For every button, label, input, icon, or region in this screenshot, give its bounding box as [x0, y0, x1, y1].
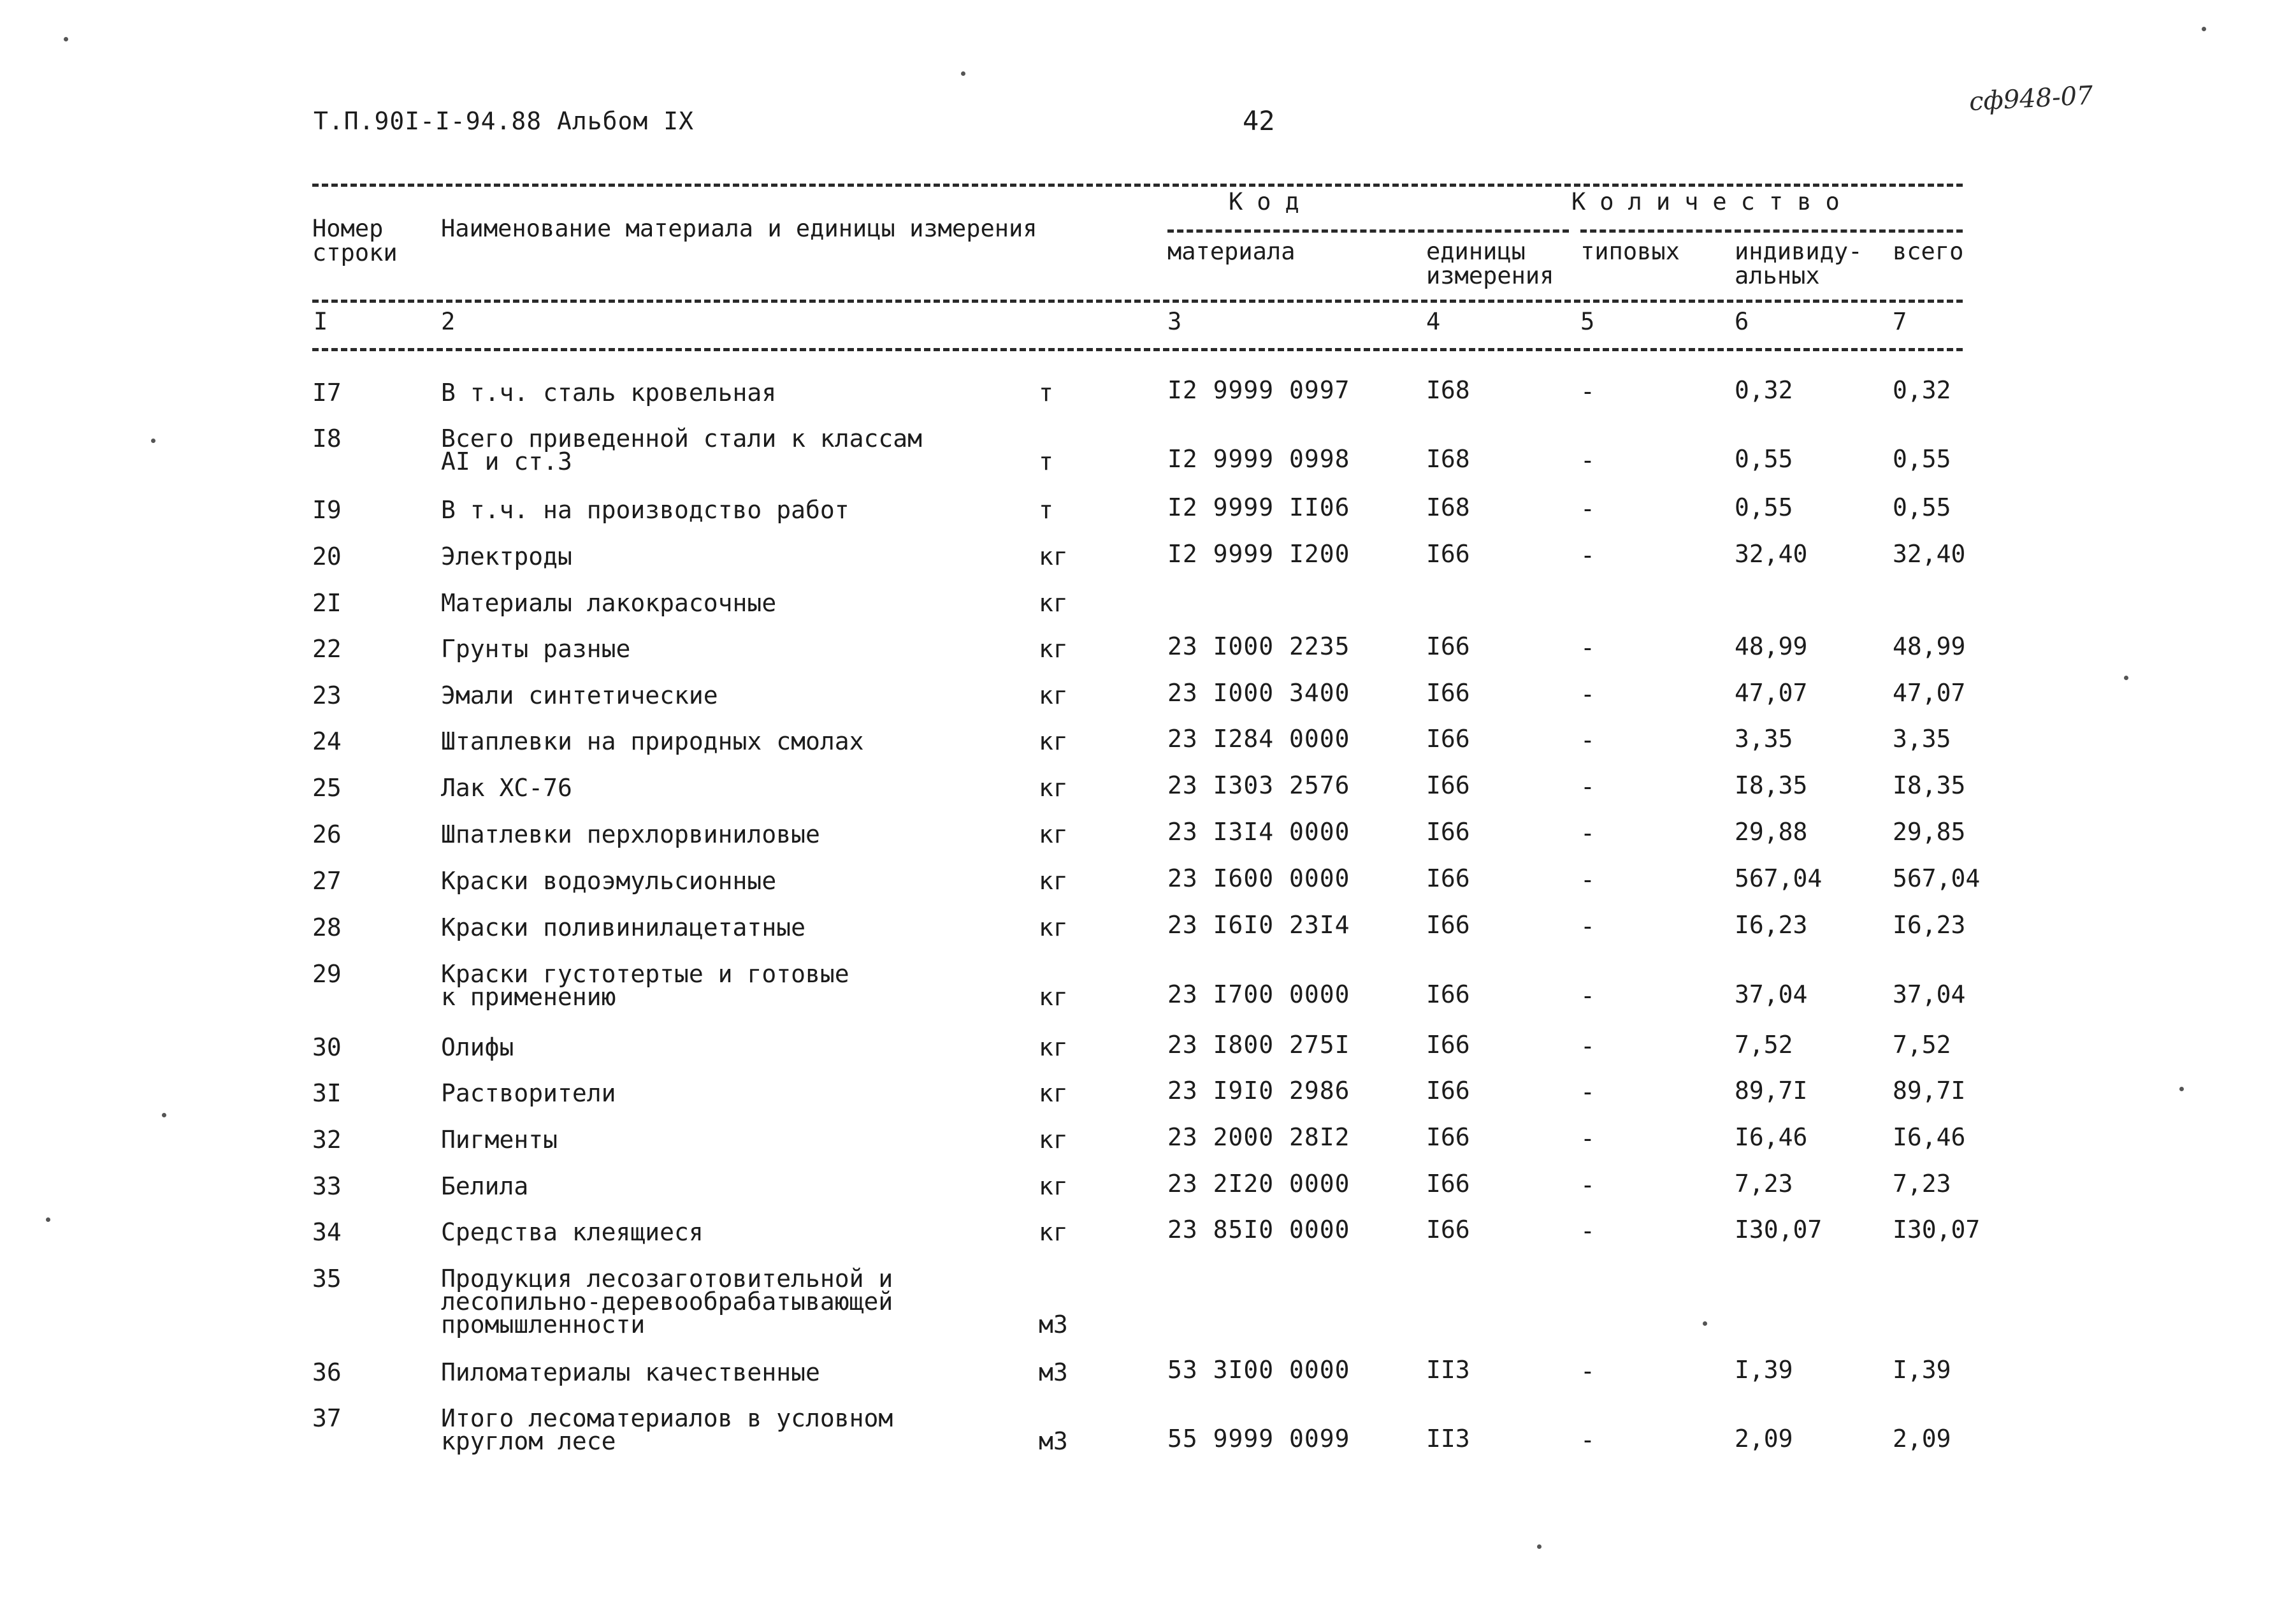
col-number-1: I	[314, 308, 328, 335]
row-number: 34	[312, 1218, 342, 1246]
col-number-6: 6	[1735, 308, 1749, 335]
individual-qty: I30,07	[1735, 1216, 1823, 1244]
scan-speck	[961, 71, 965, 76]
typical-qty: -	[1580, 912, 1595, 940]
row-number: 22	[312, 635, 342, 663]
material-code: I2 9999 0998	[1167, 445, 1350, 473]
individual-qty: 29,88	[1735, 818, 1808, 846]
unit: кг	[1039, 1172, 1068, 1200]
individual-qty: 7,52	[1735, 1031, 1793, 1059]
total-qty: 32,40	[1893, 540, 1966, 568]
material-code: 55 9999 0099	[1167, 1425, 1350, 1453]
unit: кг	[1039, 727, 1068, 755]
individual-qty: 0,55	[1735, 493, 1793, 521]
scan-speck	[2124, 676, 2128, 680]
total-qty: 0,55	[1893, 445, 1951, 473]
row-number: 27	[312, 867, 342, 895]
total-qty: 48,99	[1893, 632, 1966, 660]
row-number: 32	[312, 1126, 342, 1154]
material-name: Средства клеящиеся	[441, 1218, 704, 1246]
individual-qty: 567,04	[1735, 864, 1823, 892]
unit-code: I66	[1426, 911, 1470, 939]
typical-qty: -	[1580, 1426, 1595, 1454]
scan-speck	[64, 37, 68, 41]
total-qty: I30,07	[1893, 1216, 1981, 1244]
unit-code: I66	[1426, 1123, 1470, 1151]
quantity-group-rule	[1580, 229, 1963, 233]
individual-qty: I8,35	[1735, 771, 1808, 799]
material-code: 23 I6I0 23I4	[1167, 911, 1350, 939]
unit: кг	[1039, 867, 1068, 895]
individual-qty: I,39	[1735, 1356, 1793, 1384]
header-top-rule	[312, 184, 1963, 187]
unit-code: I66	[1426, 818, 1470, 846]
total-qty: 3,35	[1893, 725, 1951, 753]
material-name: Пиломатериалы качественные	[441, 1358, 820, 1386]
row-number: I9	[312, 496, 342, 524]
material-name: Краски поливинилацетатные	[441, 913, 805, 941]
individual-qty: I6,23	[1735, 911, 1808, 939]
typical-qty: -	[1580, 726, 1595, 754]
individual-qty: 2,09	[1735, 1425, 1793, 1453]
unit: кг	[1039, 774, 1068, 802]
individual-qty: I6,46	[1735, 1123, 1808, 1151]
scan-speck	[151, 439, 155, 443]
col-header-typical: типовых	[1580, 238, 1680, 265]
unit-code: I66	[1426, 864, 1470, 892]
material-code: 23 I3I4 0000	[1167, 818, 1350, 846]
total-qty: 2,09	[1893, 1425, 1951, 1453]
row-number: 33	[312, 1172, 342, 1200]
typical-qty: -	[1580, 634, 1595, 662]
header-bottom-rule	[312, 300, 1963, 303]
material-name: Грунты разные	[441, 635, 631, 663]
total-qty: I8,35	[1893, 771, 1966, 799]
col-number-7: 7	[1893, 308, 1907, 335]
individual-qty: 48,99	[1735, 632, 1808, 660]
typical-qty: -	[1580, 773, 1595, 801]
material-name: Шпатлевки перхлорвиниловые	[441, 820, 820, 848]
individual-qty: 47,07	[1735, 679, 1808, 707]
col-number-2: 2	[441, 308, 456, 335]
material-code: 23 2I20 0000	[1167, 1170, 1350, 1198]
material-code: 23 2000 28I2	[1167, 1123, 1350, 1151]
material-name: Эмали синтетические	[441, 681, 718, 709]
unit-code: I66	[1426, 1077, 1470, 1105]
row-number: 20	[312, 542, 342, 570]
row-number: 26	[312, 820, 342, 848]
unit: кг	[1039, 681, 1068, 709]
material-code: 53 3I00 0000	[1167, 1356, 1350, 1384]
individual-qty: 0,32	[1735, 376, 1793, 404]
material-code: 23 I600 0000	[1167, 864, 1350, 892]
typical-qty: -	[1580, 1124, 1595, 1152]
col-number-3: 3	[1167, 308, 1182, 335]
total-qty: 37,04	[1893, 980, 1966, 1008]
material-name: Продукция лесозаготовительной и лесопильно-деревообрабатывающей промышленности	[441, 1265, 893, 1339]
col-header-row-number: Номер строки	[312, 215, 398, 266]
total-qty: I,39	[1893, 1356, 1951, 1384]
unit-code: I66	[1426, 1216, 1470, 1244]
unit-code: I66	[1426, 540, 1470, 568]
row-number: I7	[312, 379, 342, 407]
unit-code: II3	[1426, 1425, 1470, 1453]
unit: кг	[1039, 542, 1068, 570]
typical-qty: -	[1580, 495, 1595, 523]
row-number: 28	[312, 913, 342, 941]
unit: т	[1039, 379, 1053, 407]
scan-speck	[1537, 1544, 1541, 1549]
typical-qty: -	[1580, 446, 1595, 474]
material-code: 23 I284 0000	[1167, 725, 1350, 753]
col-header-total: всего	[1893, 238, 1964, 265]
column-numbers-rule	[312, 348, 1963, 351]
row-number: I8	[312, 425, 342, 453]
unit: м3	[1039, 1358, 1068, 1386]
material-code: 23 I9I0 2986	[1167, 1077, 1350, 1105]
unit-code: I68	[1426, 493, 1470, 521]
unit-code: I66	[1426, 1031, 1470, 1059]
unit: кг	[1039, 589, 1068, 617]
unit: кг	[1039, 1218, 1068, 1246]
individual-qty: 3,35	[1735, 725, 1793, 753]
material-code: I2 9999 I200	[1167, 540, 1350, 568]
material-name: Олифы	[441, 1033, 514, 1061]
row-number: 23	[312, 681, 342, 709]
unit-code: II3	[1426, 1356, 1470, 1384]
material-name: Растворители	[441, 1079, 616, 1107]
unit: кг	[1039, 1079, 1068, 1107]
col-number-4: 4	[1426, 308, 1441, 335]
unit: кг	[1039, 635, 1068, 663]
unit: кг	[1039, 983, 1068, 1011]
row-number: 30	[312, 1033, 342, 1061]
row-number: 35	[312, 1265, 342, 1293]
typical-qty: -	[1580, 1171, 1595, 1199]
unit: м3	[1039, 1427, 1068, 1455]
material-name: В т.ч. на производство работ	[441, 496, 849, 524]
total-qty: 29,85	[1893, 818, 1966, 846]
row-number: 36	[312, 1358, 342, 1386]
document-title: Т.П.90I-I-94.88 Альбом IX	[314, 107, 694, 135]
unit-code: I66	[1426, 679, 1470, 707]
total-qty: 7,23	[1893, 1170, 1951, 1198]
scan-speck	[2179, 1087, 2184, 1091]
total-qty: 567,04	[1893, 864, 1981, 892]
code-group-rule	[1167, 229, 1569, 233]
handwritten-stamp: сф948-07	[1968, 80, 2094, 117]
typical-qty: -	[1580, 1032, 1595, 1060]
unit: кг	[1039, 820, 1068, 848]
material-code: 23 I000 3400	[1167, 679, 1350, 707]
total-qty: 0,55	[1893, 493, 1951, 521]
material-name: Всего приведенной стали к классам AI и ст.3	[441, 425, 922, 476]
scan-speck	[1703, 1321, 1707, 1326]
col-header-material-code: материала	[1167, 238, 1296, 265]
unit-code: I66	[1426, 632, 1470, 660]
typical-qty: -	[1580, 1078, 1595, 1106]
scan-speck	[46, 1217, 50, 1222]
total-qty: 89,7I	[1893, 1077, 1966, 1105]
material-code: I2 9999 II06	[1167, 493, 1350, 521]
material-code: 23 I800 275I	[1167, 1031, 1350, 1059]
unit-code: I66	[1426, 980, 1470, 1008]
material-name: Материалы лакокрасочные	[441, 589, 777, 617]
row-number: 3I	[312, 1079, 342, 1107]
unit: м3	[1039, 1310, 1068, 1339]
total-qty: 47,07	[1893, 679, 1966, 707]
row-number: 29	[312, 960, 342, 988]
material-name: В т.ч. сталь кровельная	[441, 379, 777, 407]
row-number: 24	[312, 727, 342, 755]
individual-qty: 0,55	[1735, 445, 1793, 473]
total-qty: I6,46	[1893, 1123, 1966, 1151]
col-header-quantity-group: Количество	[1571, 188, 1854, 215]
typical-qty: -	[1580, 982, 1595, 1010]
col-header-individual: индивиду- альных	[1735, 238, 1863, 289]
individual-qty: 32,40	[1735, 540, 1808, 568]
material-code: 23 85I0 0000	[1167, 1216, 1350, 1244]
row-number: 25	[312, 774, 342, 802]
row-number: 2I	[312, 589, 342, 617]
typical-qty: -	[1580, 377, 1595, 405]
material-code: 23 I303 2576	[1167, 771, 1350, 799]
material-name: Лак ХС-76	[441, 774, 572, 802]
col-header-unit-code: единицы измерения	[1426, 238, 1554, 289]
material-name: Белила	[441, 1172, 529, 1200]
unit: кг	[1039, 1033, 1068, 1061]
typical-qty: -	[1580, 1357, 1595, 1385]
typical-qty: -	[1580, 866, 1595, 894]
page-number: 42	[1243, 105, 1275, 136]
row-number: 37	[312, 1404, 342, 1432]
material-code: 23 I700 0000	[1167, 980, 1350, 1008]
individual-qty: 89,7I	[1735, 1077, 1808, 1105]
unit-code: I66	[1426, 725, 1470, 753]
unit-code: I66	[1426, 771, 1470, 799]
typical-qty: -	[1580, 541, 1595, 569]
individual-qty: 7,23	[1735, 1170, 1793, 1198]
unit-code: I68	[1426, 376, 1470, 404]
scan-speck	[2202, 27, 2206, 31]
unit-code: I66	[1426, 1170, 1470, 1198]
col-number-5: 5	[1580, 308, 1595, 335]
typical-qty: -	[1580, 819, 1595, 847]
material-code: 23 I000 2235	[1167, 632, 1350, 660]
unit: т	[1039, 496, 1053, 524]
material-name: Итого лесоматериалов в условном круглом лесе	[441, 1404, 893, 1455]
material-name: Электроды	[441, 542, 572, 570]
total-qty: I6,23	[1893, 911, 1966, 939]
total-qty: 0,32	[1893, 376, 1951, 404]
individual-qty: 37,04	[1735, 980, 1808, 1008]
material-name: Краски густотертые и готовые к применению	[441, 960, 849, 1011]
unit: кг	[1039, 913, 1068, 941]
unit-code: I68	[1426, 445, 1470, 473]
material-name: Краски водоэмульсионные	[441, 867, 777, 895]
typical-qty: -	[1580, 1217, 1595, 1245]
typical-qty: -	[1580, 680, 1595, 708]
unit: т	[1039, 447, 1053, 476]
material-name: Штаплевки на природных смолах	[441, 727, 864, 755]
material-code: I2 9999 0997	[1167, 376, 1350, 404]
scan-speck	[162, 1113, 166, 1117]
col-header-name: Наименование материала и единицы измерения	[441, 215, 1037, 242]
material-name: Пигменты	[441, 1126, 558, 1154]
unit: кг	[1039, 1126, 1068, 1154]
total-qty: 7,52	[1893, 1031, 1951, 1059]
col-header-code-group: Код	[1229, 188, 1313, 215]
